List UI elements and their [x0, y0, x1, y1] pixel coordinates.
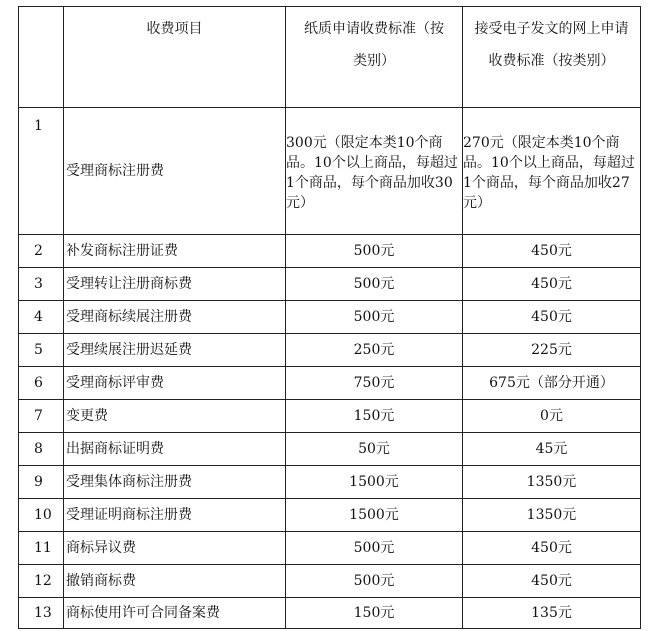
table-row	[19, 565, 641, 598]
header-row	[19, 7, 641, 108]
table-row	[19, 367, 641, 400]
header-item-label: 收费项目	[146, 21, 203, 37]
row-number: 1	[19, 108, 64, 235]
table-row	[19, 499, 641, 532]
row-number: 7	[19, 400, 64, 433]
paper-fee: 1500元	[286, 466, 463, 499]
online-fee: 135元	[463, 598, 641, 629]
row-number: 11	[19, 532, 64, 565]
table-row	[19, 334, 641, 367]
table-row	[19, 301, 641, 334]
row-number: 9	[19, 466, 64, 499]
paper-fee: 750元	[286, 367, 463, 400]
fee-item: 受理商标评审费	[64, 367, 286, 400]
header-paper-cell	[286, 7, 463, 108]
paper-fee: 500元	[286, 565, 463, 598]
online-fee: 225元	[463, 334, 641, 367]
fee-item: 受理证明商标注册费	[64, 499, 286, 532]
paper-fee: 150元	[286, 598, 463, 629]
fee-item: 商标异议费	[64, 532, 286, 565]
paper-fee: 500元	[286, 532, 463, 565]
row-number: 2	[19, 235, 64, 268]
online-fee: 1350元	[463, 466, 641, 499]
paper-fee: 150元	[286, 400, 463, 433]
online-fee: 450元	[463, 532, 641, 565]
paper-fee: 50元	[286, 433, 463, 466]
online-fee: 270元（限定本类10个商品。10个以上商品，每超过1个商品，每个商品加收27元）	[463, 108, 641, 235]
table-row	[19, 400, 641, 433]
online-fee: 450元	[463, 235, 641, 268]
fee-table	[18, 6, 641, 629]
table-row	[19, 466, 641, 499]
table-row	[19, 433, 641, 466]
row-number: 10	[19, 499, 64, 532]
fee-item: 受理续展注册迟延费	[64, 334, 286, 367]
paper-fee: 250元	[286, 334, 463, 367]
row-number: 8	[19, 433, 64, 466]
fee-item: 出据商标证明费	[64, 433, 286, 466]
fee-item: 撤销商标费	[64, 565, 286, 598]
row-number: 5	[19, 334, 64, 367]
paper-fee: 1500元	[286, 499, 463, 532]
table-row	[19, 235, 641, 268]
online-fee: 0元	[463, 400, 641, 433]
online-fee: 450元	[463, 268, 641, 301]
header-paper-label: 纸质申请收费标准（按类别）	[304, 21, 444, 69]
paper-fee: 300元（限定本类10个商品。10个以上商品，每超过1个商品，每个商品加收30元）	[286, 108, 463, 235]
header-online-label: 接受电子发文的网上申请收费标准（按类别）	[474, 21, 629, 69]
table-row	[19, 108, 641, 235]
table-row	[19, 532, 641, 565]
paper-fee: 500元	[286, 268, 463, 301]
header-online-cell	[463, 7, 641, 108]
fee-item: 补发商标注册证费	[64, 235, 286, 268]
fee-item: 商标使用许可合同备案费	[64, 598, 286, 629]
online-fee: 45元	[463, 433, 641, 466]
row-number: 6	[19, 367, 64, 400]
online-fee: 450元	[463, 565, 641, 598]
online-fee: 450元	[463, 301, 641, 334]
row-number: 13	[19, 598, 64, 629]
online-fee: 675元（部分开通）	[463, 367, 641, 400]
fee-item: 受理商标续展注册费	[64, 301, 286, 334]
row-number: 3	[19, 268, 64, 301]
header-num-cell	[19, 7, 64, 108]
fee-item: 受理商标注册费	[64, 108, 286, 235]
header-item-cell	[64, 7, 286, 108]
row-number: 4	[19, 301, 64, 334]
table-row	[19, 598, 641, 629]
paper-fee: 500元	[286, 235, 463, 268]
online-fee: 1350元	[463, 499, 641, 532]
row-number: 12	[19, 565, 64, 598]
paper-fee: 500元	[286, 301, 463, 334]
fee-item: 受理转让注册商标费	[64, 268, 286, 301]
table-row	[19, 268, 641, 301]
fee-item: 受理集体商标注册费	[64, 466, 286, 499]
fee-item: 变更费	[64, 400, 286, 433]
